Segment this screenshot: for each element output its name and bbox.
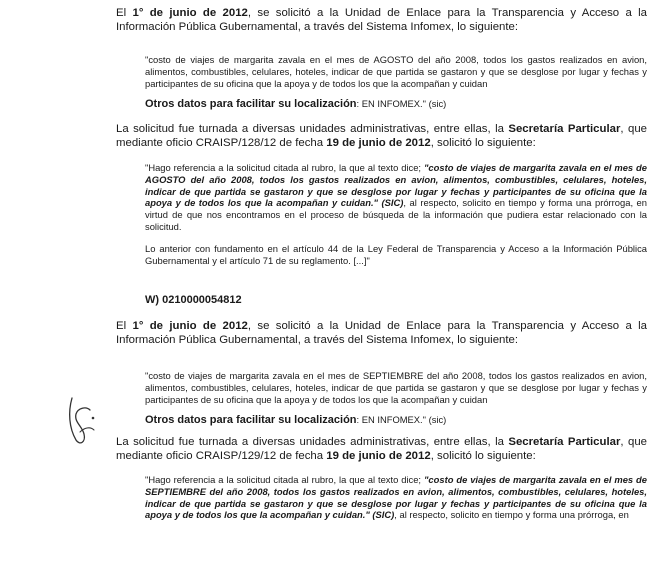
quote-request-september: "costo de viajes de margarita zavala en el mes de SEPTIEMBRE del año 2008, todos los gastos realizados en avion, alimentos, combustibles, celulares, hoteles, indicar de que partida se gastaron y que se desglose por lugar y fechas y participantes de su oficina que la apoya y de todos los que la acompañan y cuidan: [145, 370, 647, 405]
quote-legal-basis: Lo anterior con fundamento en el artículo 44 de la Ley Federal de Transparencia y Acceso a la Información Pública Gubernamental y el artículo 71 de su reglamento. [...]": [145, 243, 647, 266]
text: La solicitud fue turnada a diversas unidades administrativas, entre ellas, la: [116, 123, 509, 135]
quote-request-august: "costo de viajes de margarita zavala en el mes de AGOSTO del año 2008, todos los gastos realizados en avion, alimentos, combustibles, celulares, hoteles, indicar de que partida se gastaron y que se desglose por lugar y fechas y participantes de su oficina que la apoya y de todos los que la acompañan y cuidan: [145, 54, 647, 89]
text: , se solicitó a la Unidad de Enlace para la Transparencia y Acceso a la Información Pública Gubernamental, a través del Sistema Infomex, lo siguiente:: [116, 7, 648, 33]
quote-bold-italic: "costo de viajes de margarita zavala en el mes de SEPTIEMBRE del año 2008, todos los gastos realizados en avion, alimentos, combustibles, celulares, hoteles, indicar de que partida se gastaron y que se desglose por lugar y fechas y participantes de su oficina que la apoya y de todos los que la acompañan y cuidan." (SIC): [145, 474, 647, 521]
date-bold: 1° de junio de 2012: [132, 7, 248, 19]
other-data-label: Otros datos para facilitar su localización: [145, 414, 357, 426]
other-data-value: : EN INFOMEX." (sic): [356, 414, 447, 425]
unit-bold: Secretaría Particular: [508, 123, 621, 135]
quote-response-september: [145, 474, 647, 521]
other-data-september: [145, 414, 625, 426]
paragraph-turned-august: [116, 123, 647, 150]
date-bold: 1° de junio de 2012: [132, 320, 248, 332]
quote-response-august: [145, 162, 647, 233]
text: , solicitó lo siguiente:: [430, 449, 536, 462]
date-bold: 19 de junio de 2012: [326, 449, 431, 462]
paragraph-request-august: [116, 7, 647, 34]
paragraph-turned-september: [116, 436, 647, 463]
other-data-label: Otros datos para facilitar su localización: [145, 98, 357, 110]
paragraph-request-september: [116, 320, 647, 347]
unit-bold: Secretaría Particular: [508, 436, 621, 448]
text: "Hago referencia a la solicitud citada al rubro, la que al texto dice;: [145, 162, 424, 173]
text: , se solicitó a la Unidad de Enlace para la Transparencia y Acceso a la Información Pública Gubernamental, a través del Sistema Infomex, lo siguiente:: [116, 320, 648, 346]
text: La solicitud fue turnada a diversas unidades administrativas, entre ellas, la: [116, 436, 509, 448]
text: El: [116, 320, 133, 332]
text: , al respecto, solicito en tiempo y forma una prórroga, en virtud de que nos encontramos en el proceso de búsqueda de la información que pudiera estar relacionado con la solicitud.: [145, 197, 647, 232]
text: El: [116, 7, 133, 19]
text: , que mediante oficio CRAISP/128/12 de fecha: [116, 123, 647, 149]
date-bold: 19 de junio de 2012: [326, 136, 431, 149]
text: , solicitó lo siguiente:: [430, 136, 536, 149]
other-data-value: : EN INFOMEX." (sic): [356, 98, 447, 109]
section-heading: W) 0210000054812: [145, 294, 242, 306]
text: , que mediante oficio CRAISP/129/12 de fecha: [116, 436, 647, 462]
quote-bold-italic: "costo de viajes de margarita zavala en el mes de AGOSTO del año 2008, todos los gastos realizados en avion, alimentos, combustibles, celulares, hoteles, indicar de que partida se gastaron y que se desglose por lugar y fechas y participantes de su oficina que la apoya y de todos los que la acompañan y cuidan." (SIC): [145, 162, 647, 209]
text: "Hago referencia a la solicitud citada al rubro, la que al texto dice;: [145, 474, 424, 485]
handwritten-signature-icon: [66, 392, 100, 448]
text: , al respecto, solicito en tiempo y forma una prórroga, en: [394, 509, 629, 521]
other-data-august: [145, 98, 625, 110]
